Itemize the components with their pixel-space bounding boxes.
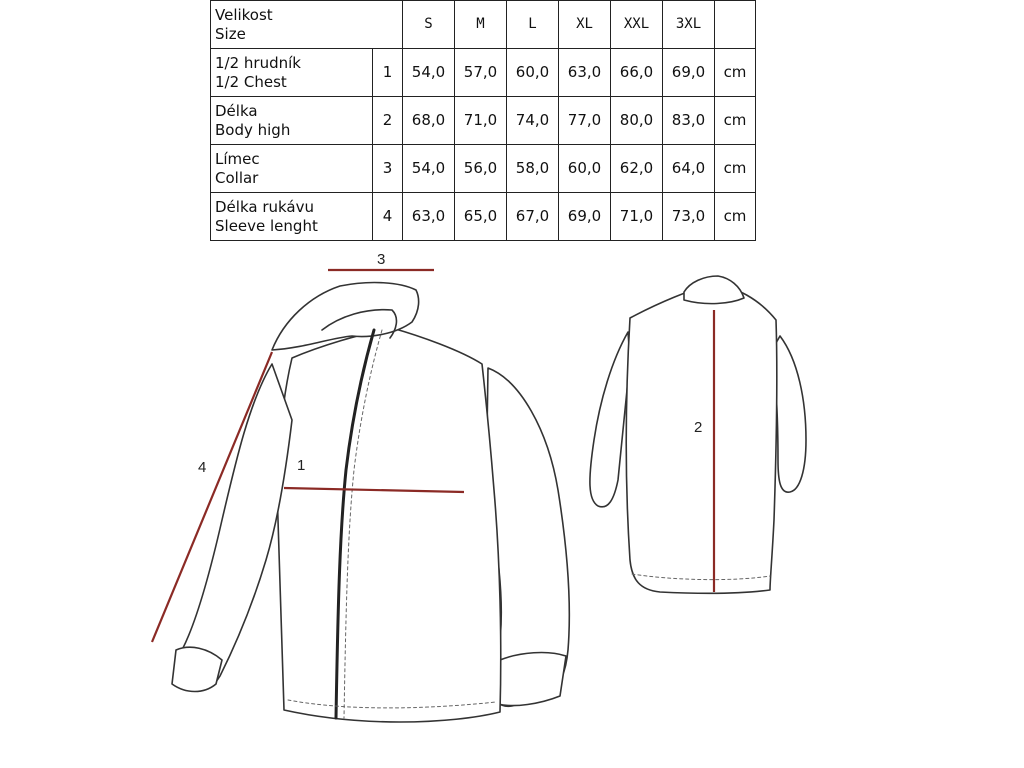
unit-cell: cm <box>715 49 756 97</box>
table-cell: 83,0 <box>663 97 715 145</box>
jacket-front-right-cuff <box>498 653 566 706</box>
table-cell: 60,0 <box>559 145 611 193</box>
row-index: 2 <box>373 97 403 145</box>
table-cell: 73,0 <box>663 193 715 241</box>
table-cell: 62,0 <box>611 145 663 193</box>
table-cell: 71,0 <box>611 193 663 241</box>
table-cell: 65,0 <box>455 193 507 241</box>
size-header-3xl: 3XL <box>663 1 715 49</box>
jacket-front-body <box>278 328 501 722</box>
table-cell: 57,0 <box>455 49 507 97</box>
jacket-front-left-cuff <box>172 647 222 691</box>
table-cell: 54,0 <box>403 145 455 193</box>
row-label-cz: 1/2 hrudník <box>215 53 301 72</box>
row-label-en: 1/2 Chest <box>215 72 287 91</box>
table-cell: 56,0 <box>455 145 507 193</box>
table-cell: 63,0 <box>559 49 611 97</box>
size-header-m: M <box>455 1 507 49</box>
chest-marker: 1 <box>297 457 306 474</box>
table-cell: 60,0 <box>507 49 559 97</box>
back-length-marker: 2 <box>694 419 703 436</box>
row-index: 1 <box>373 49 403 97</box>
table-cell: 54,0 <box>403 49 455 97</box>
table-cell: 74,0 <box>507 97 559 145</box>
size-header-xl: XL <box>559 1 611 49</box>
row-label-en: Collar <box>215 168 259 187</box>
table-cell: 67,0 <box>507 193 559 241</box>
size-header-l: L <box>507 1 559 49</box>
unit-cell: cm <box>715 145 756 193</box>
table-cell: 69,0 <box>663 49 715 97</box>
table-cell: 71,0 <box>455 97 507 145</box>
unit-cell: cm <box>715 97 756 145</box>
table-cell: 77,0 <box>559 97 611 145</box>
size-header-s: S <box>403 1 455 49</box>
table-cell: 66,0 <box>611 49 663 97</box>
jacket-back-collar <box>684 276 744 304</box>
row-label-cz: Délka <box>215 101 258 120</box>
jacket-back-body <box>626 284 777 593</box>
table-cell: 63,0 <box>403 193 455 241</box>
row-index: 3 <box>373 145 403 193</box>
table-cell: 64,0 <box>663 145 715 193</box>
jacket-front-illustration <box>172 283 569 722</box>
unit-cell: cm <box>715 193 756 241</box>
table-cell: 80,0 <box>611 97 663 145</box>
collar-marker: 3 <box>377 251 386 268</box>
row-label-en: Body high <box>215 120 291 139</box>
header-label-cz: Velikost <box>215 5 273 24</box>
table-cell: 69,0 <box>559 193 611 241</box>
size-header-xxl: XXL <box>611 1 663 49</box>
row-label-cz: Límec <box>215 149 260 168</box>
row-label-en: Sleeve lenght <box>215 216 318 235</box>
row-label-cz: Délka rukávu <box>215 197 315 216</box>
row-index: 4 <box>373 193 403 241</box>
jacket-back-left-sleeve <box>590 332 630 507</box>
header-label-en: Size <box>215 24 246 43</box>
table-cell: 58,0 <box>507 145 559 193</box>
sleeve-marker: 4 <box>198 459 207 476</box>
table-cell: 68,0 <box>403 97 455 145</box>
jacket-front-left-sleeve <box>175 364 293 691</box>
